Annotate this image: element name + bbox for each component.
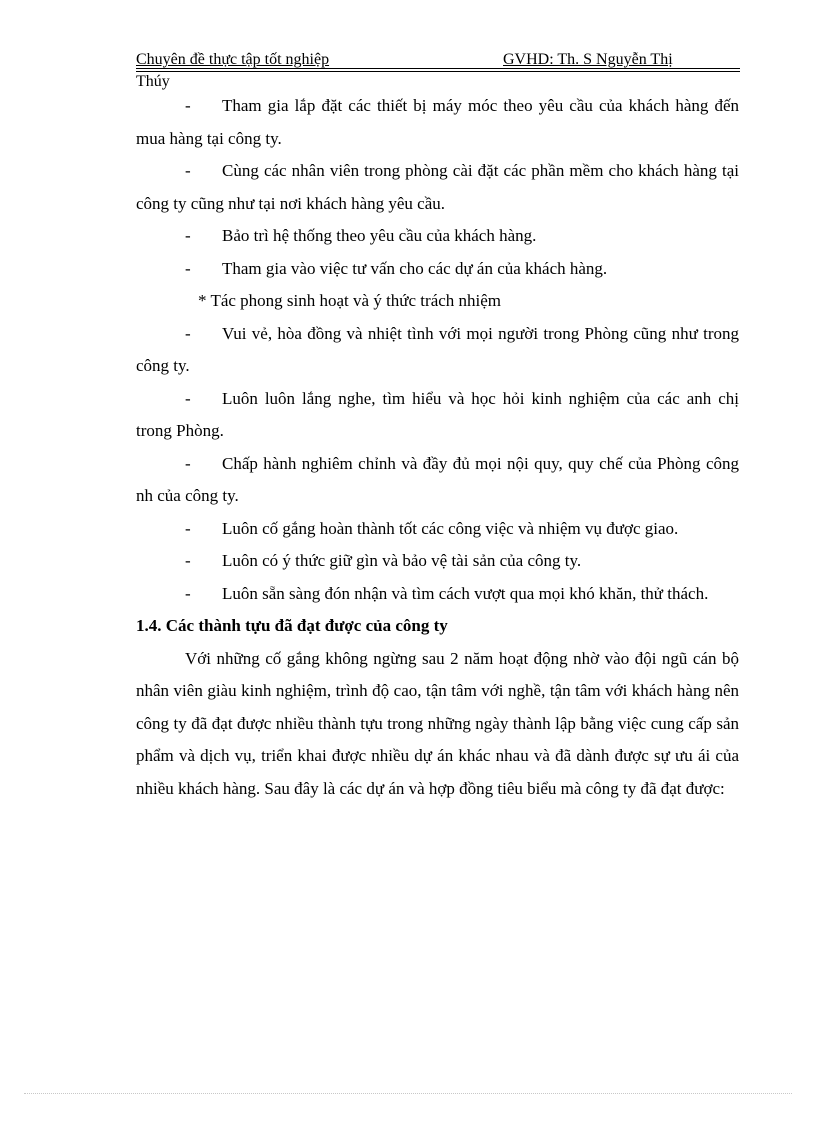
list-item-text: Chấp hành nghiêm chỉnh và đầy đủ mọi nội quy, quy chế của Phòng công nh của công ty. [136,453,739,505]
page-header [136,50,739,70]
list-item-text: Cùng các nhân viên trong phòng cài đặt các phần mềm cho khách hàng tại công ty cũng như tại nơi khách hàng yêu cầu. [136,161,739,213]
bullet-marker: - [185,518,191,538]
page-bottom-rule [24,1093,792,1094]
list-item [136,513,739,546]
list-item-text: Tham gia lắp đặt các thiết bị máy móc theo yêu cầu của khách hàng đến mua hàng tại công ty. [136,96,739,148]
list-item [136,448,739,513]
bullet-marker: - [185,258,191,278]
list-item-text: Luôn có ý thức giữ gìn và bảo vệ tài sản của công ty. [222,551,582,570]
list-item [136,545,739,578]
bullet-marker: - [185,583,191,603]
bullet-marker: - [185,323,191,343]
list-item [136,253,739,286]
bullet-marker: - [185,161,191,180]
header-title: Chuyên đề thực tập tốt nghiệp [136,51,330,68]
section-heading: 1.4. Các thành tựu đã đạt được của công ty [136,616,448,635]
header-supervisor-wrap: Thúy [136,73,170,90]
subheading: * Tác phong sinh hoạt và ý thức trách nhiệm [198,291,502,310]
list-item [136,90,739,155]
bullet-marker: - [185,453,191,473]
bullet-marker: - [185,388,191,408]
list-item-text: Vui vẻ, hòa đồng và nhiệt tình với mọi người trong Phòng cũng như trong công ty. [136,323,739,375]
list-item [136,383,739,448]
list-item-text: Luôn luôn lắng nghe, tìm hiểu và học hỏi kinh nghiệm của các anh chị trong Phòng. [136,388,739,440]
list-item-text: Tham gia vào việc tư vấn cho các dự án của khách hàng. [222,258,608,278]
bullet-marker: - [185,226,191,245]
list-item-text: Luôn sẵn sàng đón nhận và tìm cách vượt qua mọi khó khăn, thử thách. [222,583,709,603]
header-rule [136,68,740,69]
list-item-text: Luôn cố gắng hoàn thành tốt các công việc và nhiệm vụ được giao. [222,518,679,538]
list-item [136,220,739,253]
list-item [136,578,739,611]
header-rule-thin [136,71,740,72]
list-item [136,318,739,383]
list-item [136,155,739,220]
bullet-marker: - [185,551,191,570]
bullet-marker: - [185,96,191,115]
section-paragraph: Với những cố gắng không ngừng sau 2 năm hoạt động nhờ vào đội ngũ cán bộ nhân viên giàu kinh nghiệm, trình độ cao, tận tâm với nghề, tận tâm với khách hàng nên công ty đã đạt được nhiều thành tựu trong những ngày thành lập bằng việc cung cấp sản phẩm và dịch vụ, triển khai được nhiều dự án khác nhau và đã dành được sự ưu ái của nhiều khách hàng. Sau đây là các dự án và hợp đồng tiêu biểu mà công ty đã đạt được: [136,648,739,798]
document-body [136,90,739,805]
header-supervisor: GVHD: Th. S Nguyễn Thị [503,51,673,68]
list-item-text: Bảo trì hệ thống theo yêu cầu của khách hàng. [222,226,537,245]
